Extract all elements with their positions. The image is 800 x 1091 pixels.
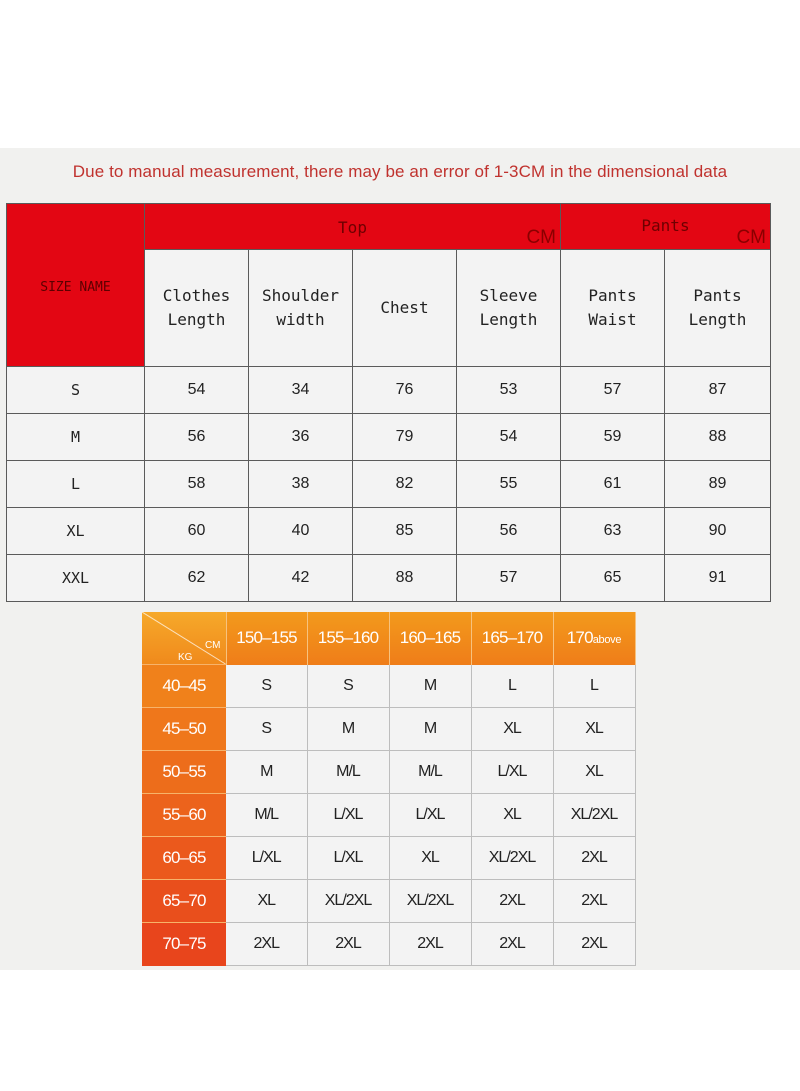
measurement-cell: 42 [249, 555, 353, 602]
weight-range-label: 65–70 [142, 880, 226, 923]
measurement-cell: 88 [665, 414, 771, 461]
column-header [665, 250, 771, 367]
recommended-size-cell: M/L [307, 751, 389, 794]
recommended-size-cell: M [226, 751, 307, 794]
measurement-cell: 85 [353, 508, 457, 555]
pants-unit-label: CM [736, 227, 766, 248]
recommended-size-cell: L [471, 665, 553, 708]
pants-group-label: Pants [641, 216, 690, 235]
pants-group-header [561, 204, 771, 250]
recommended-size-cell: XL/2XL [389, 880, 471, 923]
recommended-size-cell: 2XL [389, 923, 471, 966]
recommended-size-cell: 2XL [226, 923, 307, 966]
height-weight-table [142, 612, 636, 966]
recommended-size-cell: L/XL [226, 837, 307, 880]
recommended-size-cell: 2XL [307, 923, 389, 966]
size-row [7, 367, 771, 414]
column-header-line: width [276, 310, 325, 329]
measurement-cell: 56 [145, 414, 249, 461]
recommended-size-cell: 2XL [553, 880, 635, 923]
measurement-cell: 89 [665, 461, 771, 508]
column-header [457, 250, 561, 367]
measurement-cell: 56 [457, 508, 561, 555]
top-unit-label: CM [526, 227, 556, 248]
column-header-line: Pants [588, 286, 637, 305]
size-label: S [7, 367, 145, 414]
weight-range-label: 55–60 [142, 794, 226, 837]
size-label: M [7, 414, 145, 461]
weight-range-label: 70–75 [142, 923, 226, 966]
recommended-size-cell: L/XL [307, 837, 389, 880]
recommended-size-cell: XL [226, 880, 307, 923]
measurement-cell: 34 [249, 367, 353, 414]
size-measurement-table [6, 203, 771, 602]
recommended-size-cell: XL/2XL [307, 880, 389, 923]
measurement-cell: 65 [561, 555, 665, 602]
column-header-line: Shoulder [261, 286, 340, 305]
recommended-size-cell: 2XL [471, 880, 553, 923]
column-header [353, 250, 457, 367]
height-range-header [226, 612, 307, 665]
weight-row [142, 794, 635, 837]
corner-kg-label: KG [178, 652, 193, 663]
measurement-cell: 38 [249, 461, 353, 508]
height-range-label: 155–160 [317, 628, 379, 648]
recommended-size-cell: M [307, 708, 389, 751]
recommended-size-cell: L/XL [389, 794, 471, 837]
weight-row [142, 837, 635, 880]
column-header-line: Pants [693, 286, 742, 305]
column-header [561, 250, 665, 367]
column-header-line: Waist [588, 310, 637, 329]
column-header-line: Length [479, 310, 538, 329]
corner-header [142, 612, 226, 665]
measurement-cell: 91 [665, 555, 771, 602]
recommended-size-cell: S [226, 665, 307, 708]
size-row [7, 555, 771, 602]
weight-row [142, 880, 635, 923]
column-header-line: Length [167, 310, 226, 329]
weight-row [142, 751, 635, 794]
recommended-size-cell: XL [389, 837, 471, 880]
measurement-cell: 57 [561, 367, 665, 414]
recommended-size-cell: M [389, 708, 471, 751]
recommended-size-cell: 2XL [553, 837, 635, 880]
recommended-size-cell: M/L [226, 794, 307, 837]
measurement-cell: 82 [353, 461, 457, 508]
height-range-suffix: above [592, 634, 622, 647]
weight-range-label: 60–65 [142, 837, 226, 880]
weight-range-label: 50–55 [142, 751, 226, 794]
measurement-cell: 58 [145, 461, 249, 508]
measurement-cell: 63 [561, 508, 665, 555]
height-range-header [471, 612, 553, 665]
corner-cm-label: CM [204, 640, 221, 651]
recommended-size-cell: XL [471, 708, 553, 751]
column-header-line: Clothes [162, 286, 231, 305]
measurement-cell: 87 [665, 367, 771, 414]
recommended-size-cell: M [389, 665, 471, 708]
recommended-size-cell: XL [471, 794, 553, 837]
height-range-label: 165–170 [481, 628, 543, 648]
recommended-size-cell: S [226, 708, 307, 751]
column-header-line: Length [688, 310, 747, 329]
recommended-size-cell: S [307, 665, 389, 708]
measurement-cell: 36 [249, 414, 353, 461]
weight-row [142, 665, 635, 708]
top-group-label: Top [338, 218, 367, 237]
measurement-cell: 90 [665, 508, 771, 555]
column-header [249, 250, 353, 367]
weight-row [142, 708, 635, 751]
height-range-header [389, 612, 471, 665]
height-range-label: 150–155 [236, 628, 297, 648]
measurement-cell: 53 [457, 367, 561, 414]
recommended-size-cell: 2XL [471, 923, 553, 966]
measurement-cell: 40 [249, 508, 353, 555]
measurement-cell: 54 [457, 414, 561, 461]
height-range-header [307, 612, 389, 665]
height-range-label: 160–165 [399, 628, 461, 648]
recommended-size-cell: L/XL [307, 794, 389, 837]
size-name-header: SIZE NAME [7, 204, 145, 367]
measurement-cell: 88 [353, 555, 457, 602]
measurement-cell: 60 [145, 508, 249, 555]
recommended-size-cell: 2XL [553, 923, 635, 966]
measurement-cell: 62 [145, 555, 249, 602]
size-label: XL [7, 508, 145, 555]
recommended-size-cell: XL/2XL [471, 837, 553, 880]
size-label: L [7, 461, 145, 508]
height-range-label: 170 [566, 628, 593, 648]
size-row [7, 461, 771, 508]
weight-range-label: 45–50 [142, 708, 226, 751]
column-header-line: Sleeve [479, 286, 538, 305]
measurement-note: Due to manual measurement, there may be an error of 1-3CM in the dimensional data [72, 162, 728, 181]
measurement-cell: 54 [145, 367, 249, 414]
recommended-size-cell: L/XL [471, 751, 553, 794]
measurement-cell: 61 [561, 461, 665, 508]
measurement-cell: 55 [457, 461, 561, 508]
weight-row [142, 923, 635, 966]
recommended-size-cell: XL [553, 708, 635, 751]
size-label: XXL [7, 555, 145, 602]
size-row [7, 508, 771, 555]
weight-range-label: 40–45 [142, 665, 226, 708]
recommended-size-cell: M/L [389, 751, 471, 794]
recommended-size-cell: XL [553, 751, 635, 794]
size-row [7, 414, 771, 461]
top-group-header [145, 204, 561, 250]
recommended-size-cell: L [553, 665, 635, 708]
measurement-cell: 76 [353, 367, 457, 414]
measurement-cell: 79 [353, 414, 457, 461]
recommended-size-cell: XL/2XL [553, 794, 635, 837]
height-range-header [553, 612, 635, 665]
column-header-line: Chest [380, 298, 429, 317]
column-header [145, 250, 249, 367]
measurement-cell: 57 [457, 555, 561, 602]
measurement-cell: 59 [561, 414, 665, 461]
